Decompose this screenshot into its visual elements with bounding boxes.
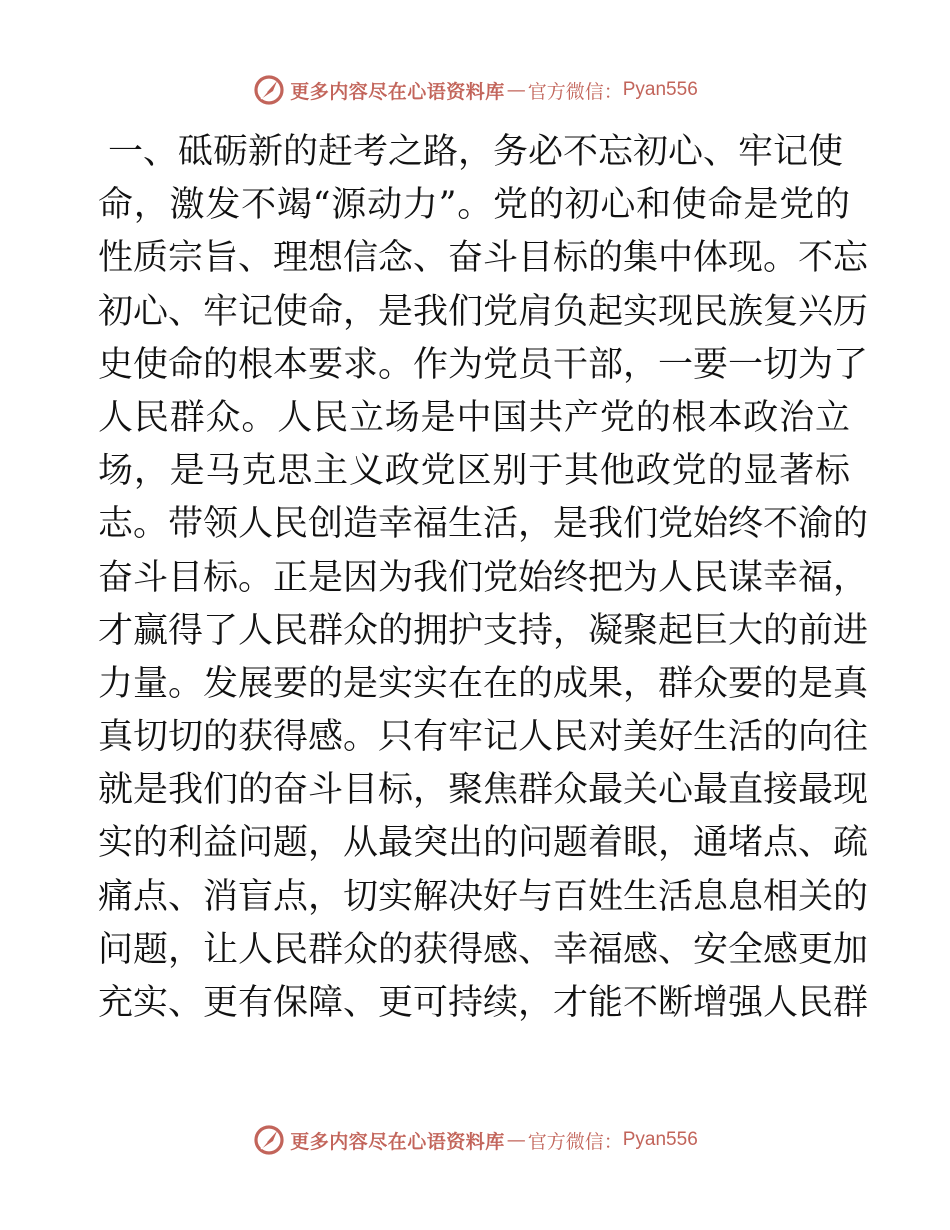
text-line: 真切切的获得感。只有牢记人民对美好生活的向往 xyxy=(98,717,869,758)
text-line: 充实、更有保障、更可持续，才能不断增强人民群 xyxy=(98,983,869,1023)
banner-wechat-label: 官方微信： xyxy=(527,1130,623,1153)
text-line: 人民群众。人民立场是中国共产党的根本政治立 xyxy=(98,397,850,438)
text-line: 才赢得了人民群众的拥护支持，凝聚起巨大的前进 xyxy=(98,610,869,651)
text-line: 初心、牢记使命，是我们党肩负起实现民族复兴历 xyxy=(98,291,869,332)
banner-separator: — xyxy=(506,79,526,101)
quill-logo-icon xyxy=(252,73,286,107)
text-line: 就是我们的奋斗目标，聚焦群众最关心最直接最现 xyxy=(98,770,869,811)
text-line: 痛点、消盲点，切实解决好与百姓生活息息相关的 xyxy=(98,876,869,917)
text-line: 奋斗目标。正是因为我们党始终把为人民谋幸福， xyxy=(98,557,869,598)
banner-site-text: 更多内容尽在心语资料库 xyxy=(290,80,505,103)
header-watermark-banner xyxy=(0,70,950,110)
text-line: 力量。发展要的是实实在在的成果，群众要的是真 xyxy=(98,663,869,704)
text-line: 命，激发不竭“源动力”。党的初心和使命是党的 xyxy=(98,185,850,226)
text-line: 志。带领人民创造幸福生活，是我们党始终不渝的 xyxy=(98,504,869,545)
banner-separator: — xyxy=(506,1129,526,1151)
text-line: 问题，让人民群众的获得感、幸福感、安全感更加 xyxy=(98,929,869,970)
quill-logo-icon xyxy=(252,1123,286,1157)
banner-site-text: 更多内容尽在心语资料库 xyxy=(290,1130,505,1153)
banner-wechat-label: 官方微信： xyxy=(527,80,623,103)
banner-wechat-id: Pyan556 xyxy=(622,1129,698,1150)
text-line: 史使命的根本要求。作为党员干部，一要一切为了 xyxy=(98,344,869,385)
text-line: 性质宗旨、理想信念、奋斗目标的集中体现。不忘 xyxy=(98,238,869,279)
footer-watermark-banner xyxy=(0,1120,950,1160)
text-line: 一、砥砺新的赶考之路，务必不忘初心、牢记使 xyxy=(108,132,844,172)
text-line: 场，是马克思主义政党区别于其他政党的显著标 xyxy=(98,451,850,492)
text-line: 实的利益问题，从最突出的问题着眼，通堵点、疏 xyxy=(98,823,869,864)
banner-wechat-id: Pyan556 xyxy=(622,79,698,100)
document-body xyxy=(98,126,869,1030)
